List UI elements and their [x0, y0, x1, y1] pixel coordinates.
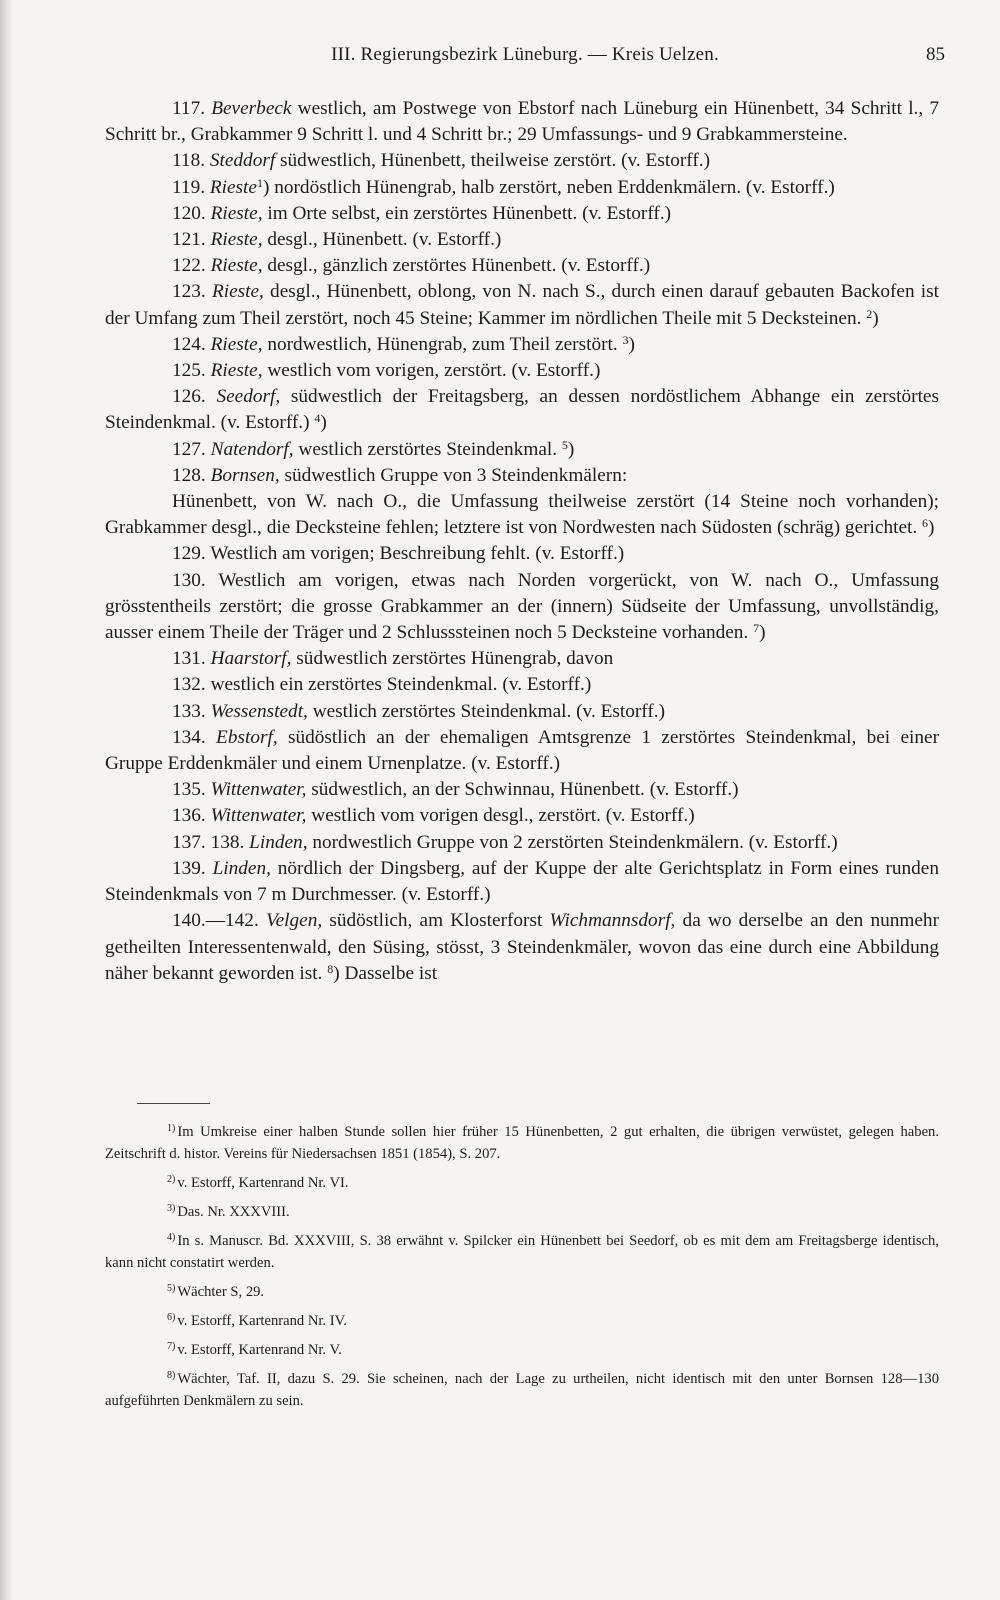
entry — [105, 253, 939, 279]
place-name: Linden, — [249, 831, 308, 853]
entry-number: 139. — [172, 857, 206, 879]
page-gutter-shadow — [0, 0, 12, 1600]
entry-text: westlich vom vorigen, zerstört. (v. Estorff.) — [262, 360, 601, 382]
entry-text: nordwestlich, Hünengrab, zum Theil zerstört. — [262, 333, 618, 355]
place-name: Rieste, — [210, 202, 263, 224]
entry-tail: ) — [928, 517, 935, 539]
footnote — [105, 1118, 939, 1165]
entry-text: westlich zerstörtes Steindenkmal. (v. Estorff.) — [307, 700, 666, 722]
place-name: Velgen, — [265, 910, 323, 932]
entry-number: 124. — [172, 333, 206, 355]
entry-text: südöstlich, am Klosterforst — [322, 910, 550, 932]
entry — [105, 332, 939, 358]
entry-number: 132. — [172, 674, 206, 696]
entry-number: 127. — [172, 438, 206, 460]
entry-number: 136. — [172, 805, 206, 827]
place-name: Linden, — [212, 857, 271, 879]
entry — [105, 96, 939, 148]
footnote-ref: 1 — [256, 175, 263, 190]
entry-text: Hünenbett, von W. nach O., die Umfassung theilweise zerstört (14 Steine noch vorhanden); Grabkammer desgl., die Decksteine fehlen; letztere ist von Nordwesten nach Südosten (schräg) gerichtet. — [105, 491, 939, 539]
entry-text: desgl., Hünenbett. (v. Estorff.) — [262, 229, 502, 251]
entry-number: 134. — [172, 726, 206, 748]
footnote-ref: 2 — [866, 306, 873, 321]
entry-text: südwestlich, Hünenbett, theilweise zerstört. (v. Estorff.) — [275, 150, 710, 172]
place-name: Wichmannsdorf, — [549, 910, 676, 932]
footnote — [105, 1336, 939, 1361]
footnote-mark: 2) — [167, 1174, 176, 1185]
entry-text: südwestlich zerstörtes Hünengrab, davon — [291, 648, 614, 670]
footnote-separator — [137, 1103, 210, 1104]
place-name: Ebstorf, — [216, 726, 278, 748]
entry — [105, 856, 939, 908]
footnote-mark: 7) — [167, 1341, 176, 1352]
footnote-text: In s. Manuscr. Bd. XXXVIII, S. 38 erwähnt v. Spilcker ein Hünenbett bei Seedorf, ob es mit dem am Freitagsberge identisch, kann nicht constatirt werden. — [105, 1233, 939, 1271]
footnote-mark: 4) — [167, 1232, 176, 1243]
place-name: Wessenstedt, — [210, 700, 308, 722]
footnote — [105, 1307, 939, 1332]
entry-tail: ) Dasselbe ist — [333, 962, 438, 984]
entry — [105, 541, 939, 567]
place-name: Steddorf — [209, 150, 276, 172]
entry — [105, 725, 939, 777]
entry: 119. Rieste$^1$) nordöstlich Hünengrab, halb zerstört, neben Erddenkmälern. (v. Estorff.) — [172, 175, 835, 198]
entry — [105, 830, 939, 856]
footnote-mark: 8) — [167, 1370, 176, 1381]
footnote-ref: 8 — [327, 961, 334, 976]
entry — [105, 227, 939, 253]
footnote-ref: 7 — [753, 621, 760, 636]
page-number: 85 — [926, 44, 945, 65]
place-name: Wittenwater, — [210, 779, 307, 801]
footnote-text: Wächter, Taf. II, dazu S. 29. Sie scheinen, nach der Lage zu urtheilen, nicht identisch mit den unter Bornsen 128—130 aufgeführten Denkmälern zu sein. — [105, 1371, 939, 1409]
entry-number: 129. — [172, 543, 206, 565]
footnote-ref: 5 — [561, 437, 568, 452]
entry-text: nordöstlich Hünengrab, halb zerstört, neben Erddenkmälern. (v. Estorff.) — [269, 176, 835, 198]
place-name: Haarstorf, — [210, 648, 292, 670]
footnote — [105, 1198, 939, 1223]
footnote — [105, 1278, 939, 1303]
entry-text: südwestlich Gruppe von 3 Steindenkmälern: — [279, 464, 628, 486]
place-name: Wittenwater, — [210, 805, 307, 827]
entry-text: Westlich am vorigen, etwas nach Norden vorgerückt, von W. nach O., Umfassung grösstentheils zerstört; die grosse Grabkammer an der (innern) Südseite der Umfassung, unvollständig, ausser einem Theile der Träger und 2 Schlusssteinen noch 5 Decksteine vorhanden. — [105, 569, 939, 644]
entry-text: im Orte selbst, ein zerstörtes Hünenbett. (v. Estorff.) — [262, 202, 672, 224]
entry-text: südwestlich, an der Schwinnau, Hünenbett. (v. Estorff.) — [306, 779, 739, 801]
main-text — [105, 96, 939, 987]
entry — [105, 489, 939, 541]
entry-text: westlich, am Postwege von Ebstorf nach Lüneburg ein Hünenbett, 34 Schritt l., 7 Schritt br., Grabkammer 9 Schritt l. und 4 Schritt br.; 29 Umfassungs- und 9 Grabkammersteine. — [105, 98, 940, 146]
entry-text: da wo derselbe an den nunmehr getheilten Interessentenwald, den Süsing, stösst, 3 Steindenkmäler, wovon das eine durch eine Abbildung näher bekannt geworden ist. — [105, 910, 939, 984]
entry — [105, 384, 939, 436]
entry — [105, 201, 939, 227]
entry — [105, 672, 939, 698]
entry — [105, 646, 939, 672]
place-name: Rieste — [209, 176, 257, 198]
entry-number: 117. — [172, 98, 206, 119]
entry-number: 130. — [172, 569, 206, 591]
entry-number: 131. — [172, 648, 206, 670]
entry-number: 135. — [172, 779, 206, 801]
entry — [105, 699, 939, 725]
entry-number: 137. 138. — [172, 831, 245, 853]
footnote-text: v. Estorff, Kartenrand Nr. VI. — [177, 1175, 349, 1191]
place-name: Rieste, — [210, 333, 263, 355]
entry — [105, 803, 939, 829]
entry — [105, 568, 939, 647]
footnote-text: Das. Nr. XXXVIII. — [177, 1204, 290, 1220]
entry-text: nördlich der Dingsberg, auf der Kuppe der alte Gerichtsplatz in Form eines runden Steindenkmals von 7 m Durchmesser. (v. Estorff.) — [105, 857, 939, 906]
entry-number: 140.—142. — [172, 910, 259, 932]
running-title: III. Regierungsbezirk Lüneburg. — Kreis Uelzen. — [331, 44, 719, 65]
entry-text: westlich ein zerstörtes Steindenkmal. (v. Estorff.) — [210, 674, 592, 696]
place-name: Seedorf, — [216, 386, 281, 408]
entry-number: 119. — [172, 176, 206, 198]
entry-text: westlich zerstörtes Steindenkmal. — [293, 438, 558, 460]
entry — [105, 148, 939, 174]
entry-number: 123. — [172, 281, 206, 303]
entry — [105, 358, 939, 384]
entry-text: nordwestlich Gruppe von 2 zerstörten Steindenkmälern. (v. Estorff.) — [307, 831, 838, 853]
entry-text: südöstlich an der ehemaligen Amtsgrenze 1 zerstörtes Steindenkmal, bei einer Gruppe Erddenkmäler und einem Urnenplatze. (v. Estorff.) — [105, 726, 939, 775]
footnotes — [105, 1118, 939, 1416]
footnote-text: Wächter S, 29. — [177, 1284, 265, 1300]
place-name: Natendorf, — [210, 438, 294, 460]
place-name: Rieste, — [210, 229, 263, 251]
entry-text: desgl., Hünenbett, oblong, von N. nach S., durch einen darauf gebauten Backofen ist der Umfang zum Theil zerstört, noch 45 Steine; Kammer im nördlichen Theile mit 5 Decksteinen. — [105, 281, 940, 329]
entry — [105, 908, 939, 987]
footnote-ref: 3 — [622, 332, 629, 347]
entry — [105, 437, 939, 463]
place-name: Rieste, — [211, 281, 264, 303]
entry-text: südwestlich der Freitagsberg, an dessen nordöstlichem Abhange ein zerstörtes Steindenkmal. (v. Estorff.) — [105, 386, 939, 434]
entry-number: 120. — [172, 202, 206, 224]
footnote-mark: 5) — [167, 1283, 176, 1294]
entry-text: westlich vom vorigen desgl., zerstört. (v. Estorff.) — [306, 805, 695, 827]
footnote-text: v. Estorff, Kartenrand Nr. IV. — [177, 1313, 347, 1329]
entry-number: 125. — [172, 360, 206, 382]
footnote — [105, 1169, 939, 1194]
entry-number: 121. — [172, 229, 206, 251]
entry-tail: ) — [872, 307, 879, 329]
footnote-ref: 4 — [314, 411, 321, 426]
entry-number: 122. — [172, 255, 206, 277]
entry — [105, 463, 939, 489]
footnote-mark: 6) — [167, 1312, 176, 1323]
running-header — [105, 44, 945, 74]
entry — [105, 777, 939, 803]
entry-tail: ) — [320, 412, 327, 434]
entry-number: 133. — [172, 700, 206, 722]
entry-tail: ) — [759, 622, 766, 644]
footnote-text: v. Estorff, Kartenrand Nr. V. — [177, 1342, 342, 1358]
footnote — [105, 1365, 939, 1412]
footnote-mark: 1) — [167, 1123, 176, 1134]
entry-number: 126. — [172, 386, 206, 408]
entry-text: Westlich am vorigen; Beschreibung fehlt. (v. Estorff.) — [210, 543, 625, 565]
place-name: Bornsen, — [210, 464, 280, 486]
place-name: Rieste, — [210, 360, 263, 382]
entry — [105, 279, 939, 331]
entry-tail: ) — [628, 333, 635, 355]
place-name: Rieste, — [210, 255, 263, 277]
footnote-ref: 6 — [922, 516, 929, 531]
footnote-text: Im Umkreise einer halben Stunde sollen hier früher 15 Hünenbetten, 2 gut erhalten, die übrigen verwüstet, gelegen haben. Zeitschrift d. histor. Vereins für Niedersachsen 1851 (1854), S. 207. — [105, 1124, 939, 1162]
place-name: Beverbeck — [211, 98, 292, 119]
entry-text: desgl., gänzlich zerstörtes Hünenbett. (v. Estorff.) — [262, 255, 651, 277]
entry-number: 118. — [172, 150, 206, 172]
footnote — [105, 1227, 939, 1274]
entry-tail: ) — [567, 438, 575, 460]
footnote-mark: 3) — [167, 1203, 176, 1214]
entry-number: 128. — [172, 464, 206, 486]
